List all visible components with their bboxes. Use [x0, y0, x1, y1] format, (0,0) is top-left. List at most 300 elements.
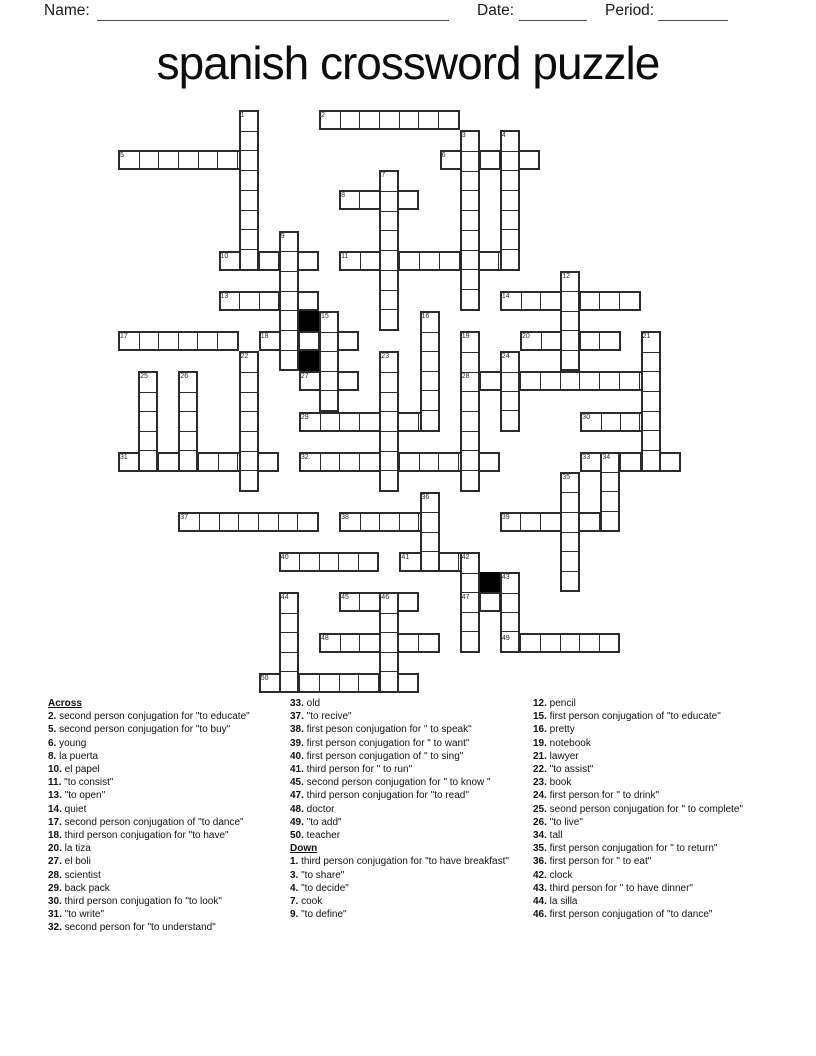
- grid-cell[interactable]: [319, 554, 339, 570]
- grid-cell[interactable]: [521, 293, 541, 309]
- grid-cell[interactable]: [259, 253, 279, 269]
- grid-cell[interactable]: [217, 333, 237, 349]
- clue-item-34: 34. tall: [533, 830, 563, 842]
- word-18-across[interactable]: [259, 331, 360, 351]
- grid-cell[interactable]: [422, 351, 438, 371]
- grid-cell[interactable]: [502, 249, 518, 269]
- clue-item-42: 42. clock: [533, 869, 573, 881]
- clue-item-37: 37. "to recive": [290, 711, 352, 723]
- word-5-across[interactable]: [118, 150, 259, 170]
- word-9-down[interactable]: [279, 231, 299, 372]
- grid-cell[interactable]: [579, 635, 599, 651]
- grid-cell[interactable]: [462, 151, 478, 171]
- grid-cell[interactable]: [540, 293, 560, 309]
- grid-cell[interactable]: [599, 333, 619, 349]
- clue-number-18: 18: [260, 333, 269, 341]
- grid-cell[interactable]: [381, 372, 397, 392]
- grid-cell[interactable]: [381, 211, 397, 231]
- grid-cell[interactable]: [602, 491, 618, 510]
- word-23-down[interactable]: [379, 351, 399, 492]
- grid-cell[interactable]: [139, 333, 159, 349]
- grid-cell[interactable]: [338, 373, 357, 389]
- grid-cell[interactable]: [299, 675, 319, 691]
- clue-item-17: 17. second person conjugation of "to dance": [48, 816, 244, 828]
- grid-cell[interactable]: [422, 551, 438, 570]
- grid-cell[interactable]: [580, 293, 600, 309]
- grid-cell[interactable]: [359, 594, 378, 610]
- clue-number-38: 38: [341, 514, 349, 521]
- grid-cell[interactable]: [462, 391, 478, 411]
- grid-cell[interactable]: [320, 454, 340, 470]
- word-17-across[interactable]: [118, 331, 239, 351]
- clue-item-43: 43. third person for " to have dinner": [533, 882, 693, 894]
- grid-cell[interactable]: [281, 291, 297, 311]
- grid-cell[interactable]: [241, 411, 257, 431]
- grid-cell[interactable]: [599, 373, 619, 389]
- grid-cell[interactable]: [462, 612, 478, 632]
- grid-cell[interactable]: [298, 293, 318, 309]
- grid-cell[interactable]: [340, 112, 360, 128]
- grid-cell[interactable]: [281, 251, 297, 271]
- grid-cell[interactable]: [281, 632, 297, 652]
- grid-cell[interactable]: [198, 454, 218, 470]
- grid-cell[interactable]: [398, 192, 417, 208]
- grid-cell[interactable]: [462, 171, 478, 191]
- grid-cell[interactable]: [257, 454, 277, 470]
- grid-cell[interactable]: [560, 373, 580, 389]
- grid-cell[interactable]: [422, 512, 438, 531]
- clue-number-17: 17: [120, 333, 128, 341]
- grid-cell[interactable]: [381, 309, 397, 329]
- grid-cell[interactable]: [602, 472, 618, 491]
- grid-cell[interactable]: [418, 635, 438, 651]
- clue-item-30: 30. third person conjugation fo "to look": [48, 896, 222, 908]
- grid-cell[interactable]: [422, 332, 438, 352]
- word-2-across[interactable]: [319, 110, 460, 130]
- word-11-across[interactable]: [339, 251, 520, 271]
- clue-item-23: 23. book: [533, 777, 572, 789]
- grid-cell[interactable]: [562, 492, 578, 512]
- clue-number-4: 4: [501, 132, 506, 140]
- grid-cell[interactable]: [259, 293, 279, 309]
- clue-item-16: 16. pretty: [533, 724, 575, 736]
- grid-cell[interactable]: [381, 431, 397, 451]
- clue-item-33: 33. old: [290, 698, 321, 709]
- grid-cell[interactable]: [320, 414, 340, 430]
- grid-cell[interactable]: [540, 635, 560, 651]
- word-4-down[interactable]: [500, 130, 520, 271]
- word-46-down[interactable]: [379, 592, 399, 693]
- word-29-across[interactable]: [299, 412, 440, 432]
- word-37-across[interactable]: [178, 512, 319, 532]
- word-6-across[interactable]: [440, 150, 541, 170]
- grid-cell[interactable]: [398, 594, 417, 610]
- clue-item-1: 1. third person conjugation for "to have breakfast": [290, 856, 509, 868]
- grid-cell[interactable]: [422, 532, 438, 551]
- grid-cell[interactable]: [480, 594, 499, 610]
- grid-cell[interactable]: [340, 635, 360, 651]
- word-19-down[interactable]: [460, 331, 480, 492]
- clue-number-19: 19: [461, 333, 470, 341]
- grid-cell[interactable]: [502, 190, 518, 210]
- clue-item-31: 31. "to write": [48, 909, 105, 921]
- grid-cell[interactable]: [422, 410, 438, 430]
- grid-cell[interactable]: [360, 514, 380, 530]
- grid-cell[interactable]: [321, 351, 337, 371]
- clue-item-19: 19. notebook: [533, 737, 591, 749]
- grid-cell[interactable]: [419, 454, 439, 470]
- grid-cell[interactable]: [418, 112, 438, 128]
- grid-cell[interactable]: [299, 333, 319, 349]
- grid-cell[interactable]: [219, 514, 239, 530]
- grid-cell[interactable]: [562, 330, 578, 350]
- word-44-down[interactable]: [279, 592, 299, 693]
- grid-cell[interactable]: [338, 554, 358, 570]
- grid-cell[interactable]: [502, 410, 518, 429]
- grid-cell[interactable]: [541, 333, 561, 349]
- grid-cell[interactable]: [358, 675, 378, 691]
- grid-cell[interactable]: [520, 373, 540, 389]
- grid-cell[interactable]: [358, 554, 378, 570]
- word-15-down[interactable]: [319, 311, 339, 412]
- grid-cell[interactable]: [339, 414, 359, 430]
- grid-cell[interactable]: [381, 632, 397, 652]
- grid-cell[interactable]: [298, 253, 318, 269]
- grid-cell[interactable]: [281, 652, 297, 672]
- grid-cell[interactable]: [281, 350, 297, 370]
- grid-cell[interactable]: [158, 333, 178, 349]
- grid-cell[interactable]: [562, 291, 578, 311]
- clue-number-11: 11: [341, 252, 349, 260]
- word-21-down[interactable]: [641, 331, 661, 472]
- grid-cell[interactable]: [239, 293, 259, 309]
- grid-cell[interactable]: [140, 392, 156, 412]
- grid-cell[interactable]: [281, 671, 297, 691]
- grid-cell[interactable]: [562, 571, 578, 591]
- grid-cell[interactable]: [480, 373, 500, 389]
- grid-cell[interactable]: [241, 210, 257, 230]
- clues-column-1: [48, 697, 278, 935]
- grid-cell[interactable]: [241, 150, 257, 170]
- grid-cell[interactable]: [180, 392, 196, 412]
- word-34-down[interactable]: [600, 452, 620, 532]
- grid-cell[interactable]: [462, 431, 478, 451]
- grid-cell[interactable]: [643, 450, 659, 470]
- grid-cell[interactable]: [297, 514, 317, 530]
- grid-cell[interactable]: [562, 512, 578, 532]
- grid-cell[interactable]: [562, 350, 578, 370]
- grid-cell[interactable]: [158, 152, 178, 168]
- word-28-across[interactable]: [460, 371, 661, 391]
- clue-number-8: 8: [341, 192, 345, 200]
- word-35-down[interactable]: [560, 472, 580, 593]
- grid-cell[interactable]: [422, 371, 438, 391]
- grid-cell[interactable]: [580, 333, 600, 349]
- word-33-across[interactable]: [580, 452, 681, 472]
- clue-item-36: 36. first person for " to eat": [533, 856, 652, 868]
- grid-cell[interactable]: [520, 514, 540, 530]
- grid-cell[interactable]: [620, 414, 639, 430]
- grid-cell[interactable]: [339, 675, 359, 691]
- word-24-down[interactable]: [500, 351, 520, 431]
- clue-item-22: 22. "to assist": [533, 764, 594, 776]
- grid-cell[interactable]: [381, 392, 397, 412]
- grid-cell[interactable]: [381, 470, 397, 490]
- grid-cell[interactable]: [478, 454, 498, 470]
- clue-item-35: 35. first person conjugation for " to return": [533, 843, 718, 855]
- grid-cell[interactable]: [579, 373, 599, 389]
- date-label: Date:: [477, 2, 515, 19]
- clue-number-3: 3: [461, 132, 466, 140]
- grid-cell[interactable]: [180, 411, 196, 431]
- grid-cell[interactable]: [520, 635, 540, 651]
- clue-item-24: 24. first person for " to drink": [533, 790, 660, 802]
- grid-cell[interactable]: [579, 514, 599, 530]
- grid-cell[interactable]: [381, 191, 397, 211]
- grid-cell[interactable]: [379, 514, 399, 530]
- grid-cell[interactable]: [439, 554, 458, 570]
- grid-cell[interactable]: [599, 293, 619, 309]
- clue-number-31: 31: [120, 453, 128, 461]
- page-title: spanish crossword puzzle: [156, 37, 660, 89]
- grid-cell[interactable]: [478, 253, 498, 269]
- grid-cell[interactable]: [359, 454, 379, 470]
- grid-cell[interactable]: [399, 454, 419, 470]
- grid-cell[interactable]: [381, 451, 397, 471]
- grid-cell[interactable]: [439, 253, 459, 269]
- grid-cell[interactable]: [502, 612, 518, 631]
- grid-cell[interactable]: [462, 230, 478, 250]
- grid-cell[interactable]: [379, 112, 399, 128]
- clue-item-20: 20. la tiza: [48, 843, 91, 855]
- grid-cell[interactable]: [502, 170, 518, 190]
- clue-number-21: 21: [642, 333, 651, 341]
- grid-cell[interactable]: [158, 454, 178, 470]
- grid-cell[interactable]: [398, 414, 418, 430]
- grid-cell[interactable]: [360, 253, 380, 269]
- grid-cell[interactable]: [241, 470, 257, 490]
- grid-cell[interactable]: [398, 635, 418, 651]
- grid-cell[interactable]: [562, 532, 578, 552]
- grid-cell[interactable]: [238, 514, 258, 530]
- clue-item-6: 6. young: [48, 737, 87, 749]
- clue-number-33: 33: [582, 453, 591, 461]
- grid-cell[interactable]: [422, 390, 438, 410]
- grid-cell[interactable]: [502, 391, 518, 410]
- grid-cell[interactable]: [381, 270, 397, 290]
- clue-number-43: 43: [501, 574, 510, 582]
- grid-cell[interactable]: [601, 414, 620, 430]
- grid-cell[interactable]: [241, 170, 257, 190]
- word-10-across[interactable]: [219, 251, 320, 271]
- word-25-down[interactable]: [138, 371, 158, 472]
- grid-cell[interactable]: [462, 250, 478, 270]
- grid-cell[interactable]: [399, 112, 419, 128]
- grid-cell[interactable]: [619, 293, 639, 309]
- grid-cell[interactable]: [381, 411, 397, 431]
- grid-cell[interactable]: [462, 352, 478, 372]
- grid-cell[interactable]: [218, 454, 238, 470]
- clue-number-12: 12: [562, 272, 570, 280]
- grid-cell[interactable]: [241, 451, 257, 471]
- word-1-down[interactable]: [239, 110, 259, 271]
- grid-cell[interactable]: [462, 573, 478, 593]
- grid-cell[interactable]: [519, 152, 539, 168]
- grid-cell[interactable]: [602, 511, 618, 530]
- grid-cell[interactable]: [381, 250, 397, 270]
- grid-cell[interactable]: [281, 271, 297, 291]
- black-cell: [299, 311, 319, 331]
- word-12-down[interactable]: [560, 271, 580, 372]
- grid-cell[interactable]: [281, 310, 297, 330]
- grid-cell[interactable]: [462, 190, 478, 210]
- grid-cell[interactable]: [502, 210, 518, 230]
- grid-cell[interactable]: [299, 554, 319, 570]
- grid-cell[interactable]: [643, 430, 659, 450]
- grid-cell[interactable]: [198, 152, 218, 168]
- clue-number-1: 1: [240, 112, 245, 119]
- grid-cell[interactable]: [398, 675, 418, 691]
- grid-cell[interactable]: [462, 210, 478, 230]
- word-26-down[interactable]: [178, 371, 198, 472]
- grid-cell[interactable]: [462, 631, 478, 651]
- word-7-down[interactable]: [379, 170, 399, 331]
- grid-cell[interactable]: [643, 391, 659, 411]
- grid-cell[interactable]: [339, 454, 359, 470]
- grid-cell[interactable]: [643, 352, 659, 372]
- clue-number-29: 29: [300, 413, 309, 421]
- clue-number-47: 47: [461, 594, 470, 602]
- grid-cell[interactable]: [241, 229, 257, 249]
- grid-cell[interactable]: [359, 192, 378, 208]
- clue-item-5: 5. second person conjugation for "to buy": [48, 724, 231, 736]
- word-22-down[interactable]: [239, 351, 259, 492]
- clue-list-heading: Down: [290, 843, 318, 855]
- grid-cell[interactable]: [281, 330, 297, 350]
- clue-item-44: 44. la silla: [533, 896, 578, 908]
- word-40-across[interactable]: [279, 552, 380, 572]
- grid-cell[interactable]: [338, 333, 358, 349]
- grid-cell[interactable]: [540, 373, 560, 389]
- grid-cell[interactable]: [197, 333, 217, 349]
- grid-cell[interactable]: [502, 372, 518, 391]
- clue-number-49: 49: [501, 634, 510, 642]
- grid-cell[interactable]: [359, 112, 379, 128]
- grid-cell[interactable]: [241, 431, 257, 451]
- clue-number-45: 45: [341, 594, 349, 602]
- grid-cell[interactable]: [258, 514, 278, 530]
- grid-cell[interactable]: [438, 112, 458, 128]
- grid-cell[interactable]: [140, 411, 156, 431]
- grid-cell[interactable]: [381, 613, 397, 633]
- grid-cell[interactable]: [319, 675, 339, 691]
- grid-cell[interactable]: [199, 514, 219, 530]
- grid-cell[interactable]: [241, 190, 257, 210]
- grid-cell[interactable]: [381, 230, 397, 250]
- word-42-down[interactable]: [460, 552, 480, 653]
- grid-cell[interactable]: [281, 613, 297, 633]
- grid-cell[interactable]: [560, 635, 580, 651]
- clue-item-25: 25. seond person conjugation for " to complete": [533, 803, 744, 815]
- grid-cell[interactable]: [178, 152, 198, 168]
- grid-cell[interactable]: [462, 269, 478, 289]
- grid-cell[interactable]: [643, 411, 659, 431]
- grid-cell[interactable]: [381, 652, 397, 672]
- grid-cell[interactable]: [502, 151, 518, 171]
- grid-cell[interactable]: [359, 414, 379, 430]
- clue-number-14: 14: [501, 292, 510, 300]
- clue-item-8: 8. la puerta: [48, 750, 99, 762]
- clue-number-50: 50: [260, 674, 269, 682]
- word-36-down[interactable]: [420, 492, 440, 572]
- grid-cell[interactable]: [502, 593, 518, 612]
- clue-number-13: 13: [220, 292, 229, 300]
- grid-cell[interactable]: [620, 454, 640, 470]
- grid-cell[interactable]: [502, 229, 518, 249]
- grid-cell[interactable]: [241, 392, 257, 412]
- clue-number-39: 39: [501, 514, 510, 521]
- grid-cell[interactable]: [321, 371, 337, 391]
- clue-item-47: 47. third person conjugation for "to read": [290, 790, 469, 802]
- clue-item-32: 32. second person for "to understand": [48, 922, 216, 934]
- grid-cell[interactable]: [321, 390, 337, 410]
- grid-cell[interactable]: [462, 411, 478, 431]
- grid-cell[interactable]: [562, 551, 578, 571]
- grid-cell[interactable]: [462, 450, 478, 470]
- clue-item-28: 28. scientist: [48, 869, 101, 881]
- grid-cell[interactable]: [643, 371, 659, 391]
- grid-cell[interactable]: [140, 431, 156, 451]
- grid-cell[interactable]: [140, 450, 156, 470]
- grid-cell[interactable]: [180, 431, 196, 451]
- grid-cell[interactable]: [480, 152, 500, 168]
- grid-cell[interactable]: [241, 131, 257, 151]
- clue-list-heading: Across: [48, 698, 82, 709]
- grid-cell[interactable]: [399, 514, 419, 530]
- grid-cell[interactable]: [619, 373, 639, 389]
- clue-item-41: 41. third person for " to run": [290, 764, 413, 776]
- grid-cell[interactable]: [462, 289, 478, 309]
- clue-item-2: 2. second person conjugation for "to educate": [48, 711, 250, 723]
- grid-cell[interactable]: [399, 253, 419, 269]
- grid-cell[interactable]: [217, 152, 237, 168]
- word-3-down[interactable]: [460, 130, 480, 311]
- grid-cell[interactable]: [178, 333, 198, 349]
- grid-cell[interactable]: [419, 253, 439, 269]
- clue-number-6: 6: [441, 152, 446, 160]
- grid-cell[interactable]: [381, 290, 397, 310]
- grid-cell[interactable]: [381, 671, 397, 691]
- grid-cell[interactable]: [180, 450, 196, 470]
- grid-cell[interactable]: [540, 514, 560, 530]
- word-13-across[interactable]: [219, 291, 320, 311]
- grid-cell[interactable]: [599, 635, 619, 651]
- grid-cell[interactable]: [321, 332, 337, 352]
- clue-item-39: 39. first person conjugation for " to want": [290, 737, 470, 749]
- clue-item-27: 27. el boli: [48, 856, 91, 868]
- grid-cell[interactable]: [659, 454, 679, 470]
- grid-cell[interactable]: [278, 514, 298, 530]
- grid-cell[interactable]: [139, 152, 159, 168]
- grid-cell[interactable]: [359, 635, 379, 651]
- grid-cell[interactable]: [438, 454, 458, 470]
- grid-cell[interactable]: [462, 470, 478, 490]
- word-16-down[interactable]: [420, 311, 440, 432]
- grid-cell[interactable]: [241, 372, 257, 392]
- grid-cell[interactable]: [562, 311, 578, 331]
- grid-cell[interactable]: [241, 249, 257, 269]
- clue-item-29: 29. back pack: [48, 882, 110, 894]
